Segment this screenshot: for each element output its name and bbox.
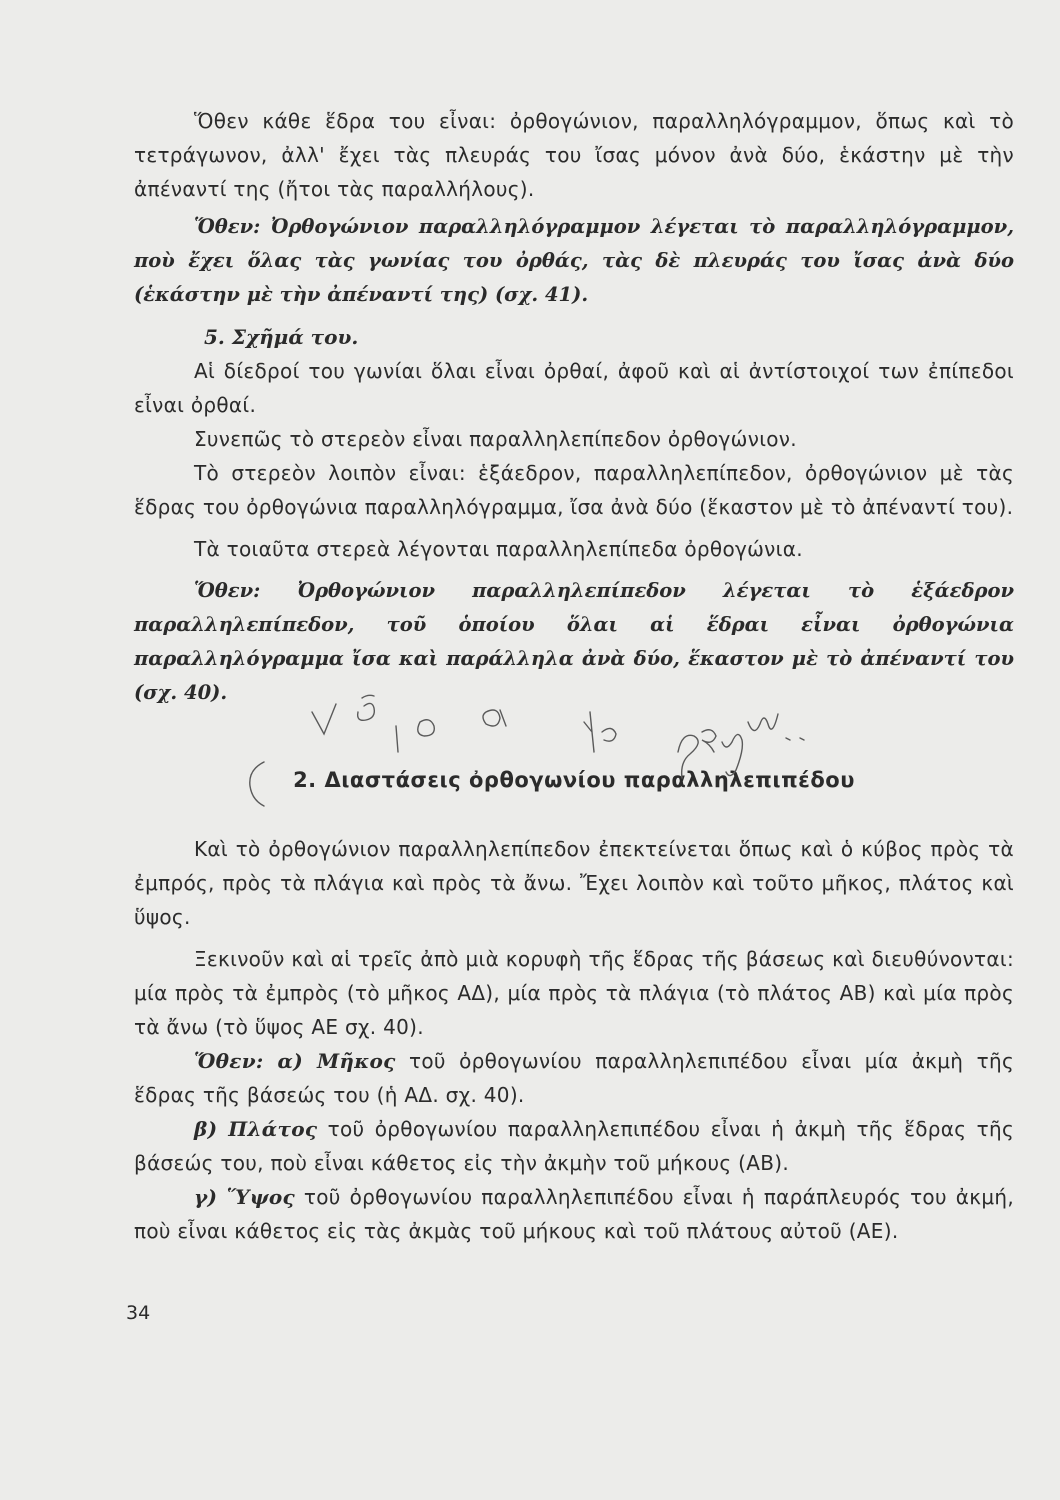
- definition-rectangle: Ὅθεν: Ὀρθογώνιον παραλληλόγραμμον λέγεται τὸ παραλληλόγραμμον, ποὺ ἔχει ὅλας τὰς γωνίας του ὀρθάς, τὰς δὲ πλευράς του ἴσας ἀνὰ δύο (ἑκάστην μὲ τὴν ἀπέναντί της) (σχ. 41).: [134, 215, 1014, 306]
- length-label: Ὅθεν: α) Μῆκος: [194, 1049, 396, 1073]
- paragraph-length: [134, 1044, 1014, 1112]
- section-heading: 2. Διαστάσεις ὀρθογωνίου παραλληλεπιπέδου: [293, 768, 855, 792]
- paragraph-dihedral: Αἱ δίεδροί του γωνίαι ὅλαι εἶναι ὀρθαί, ἀφοῦ καὶ αἱ ἀντίστοιχοί των ἐπίπεδοι εἶναι ὀρθαί.: [134, 359, 1014, 417]
- handwritten-note: [300, 692, 860, 802]
- paragraph-such-solids: Τὰ τοιαῦτα στερεὰ λέγονται παραλληλεπίπεδα ὀρθογώνια.: [194, 537, 803, 561]
- paragraph-faces: Ὅθεν κάθε ἕδρα του εἶναι: ὀρθογώνιον, παραλληλόγραμμον, ὅπως καὶ τὸ τετράγωνον, ἀλλ' ἔχει τὰς πλευράς του ἴσας μόνον ἀνὰ δύο, ἑκάστην μὲ τὴν ἀπέναντί της (ἤτοι τὰς παραλλήλους).: [134, 109, 1014, 201]
- height-text: τοῦ ὀρθογωνίου παραλληλεπιπέδου εἶναι ἡ παράπλευρός του ἀκμή, ποὺ εἶναι κάθετος εἰς τὰς ἀκμὰς τοῦ μήκους καὶ τοῦ πλάτους αὐτοῦ (ΑΕ).: [134, 1185, 1014, 1243]
- page-content: [134, 104, 1014, 1248]
- paragraph-three-dimensions: Ξεκινοῦν καὶ αἱ τρεῖς ἀπὸ μιὰ κορυφὴ τῆς ἕδρας τῆς βάσεως καὶ διευθύνονται: μία πρὸς τὰ ἐμπρὸς (τὸ μῆκος ΑΔ), μία πρὸς τὰ πλάγια (τὸ πλάτος ΑΒ) καὶ μία πρὸς τὰ ἄνω (τὸ ὕψος ΑΕ σχ. 40).: [134, 947, 1014, 1039]
- handwritten-mark: [244, 758, 284, 808]
- paragraph-height: [134, 1180, 1014, 1248]
- paragraph-width: [134, 1112, 1014, 1180]
- length-text: τοῦ ὀρθογωνίου παραλληλεπιπέδου εἶναι μία ἀκμὴ τῆς ἕδρας τῆς βάσεώς του (ἡ ΑΔ. σχ. 40).: [134, 1049, 1014, 1107]
- paragraph-solid: Τὸ στερεὸν λοιπὸν εἶναι: ἑξάεδρον, παραλληλεπίπεδον, ὀρθογώνιον μὲ τὰς ἕδρας του ὀρθογώνια παραλληλόγραμμα, ἴσα ἀνὰ δύο (ἕκαστον μὲ τὸ ἀπέναντί του).: [134, 461, 1014, 519]
- page-number: 34: [126, 1302, 151, 1324]
- section-5-title: [134, 320, 1014, 354]
- section-5-label: 5. Σχῆμά του.: [204, 325, 359, 349]
- width-label: β) Πλάτος: [194, 1117, 318, 1141]
- paragraph-extends: Καὶ τὸ ὀρθογώνιον παραλληλεπίπεδον ἐπεκτείνεται ὅπως καὶ ὁ κύβος πρὸς τὰ ἐμπρός, πρὸς τὰ πλάγια καὶ πρὸς τὰ ἄνω. Ἔχει λοιπὸν καὶ τοῦτο μῆκος, πλάτος καὶ ὕψος.: [134, 837, 1014, 929]
- definition-cuboid: Ὅθεν: Ὀρθογώνιον παραλληλεπίπεδον λέγεται τὸ ἑξάεδρον παραλληλεπίπεδον, τοῦ ὁποίου ὅλαι αἱ ἕδραι εἶναι ὀρθογώνια παραλληλόγραμμα ἴσα καὶ παράλληλα ἀνὰ δύο, ἕκαστον μὲ τὸ ἀπέναντί του (σχ. 40).: [134, 579, 1014, 704]
- height-label: γ) Ὕψος: [194, 1185, 295, 1209]
- width-text: τοῦ ὀρθογωνίου παραλληλεπιπέδου εἶναι ἡ ἀκμὴ τῆς ἕδρας τῆς βάσεώς του, ποὺ εἶναι κάθετος εἰς τὴν ἀκμὴν τοῦ μήκους (ΑΒ).: [134, 1117, 1014, 1175]
- paragraph-consequently: Συνεπῶς τὸ στερεὸν εἶναι παραλληλεπίπεδον ὀρθογώνιον.: [194, 427, 797, 451]
